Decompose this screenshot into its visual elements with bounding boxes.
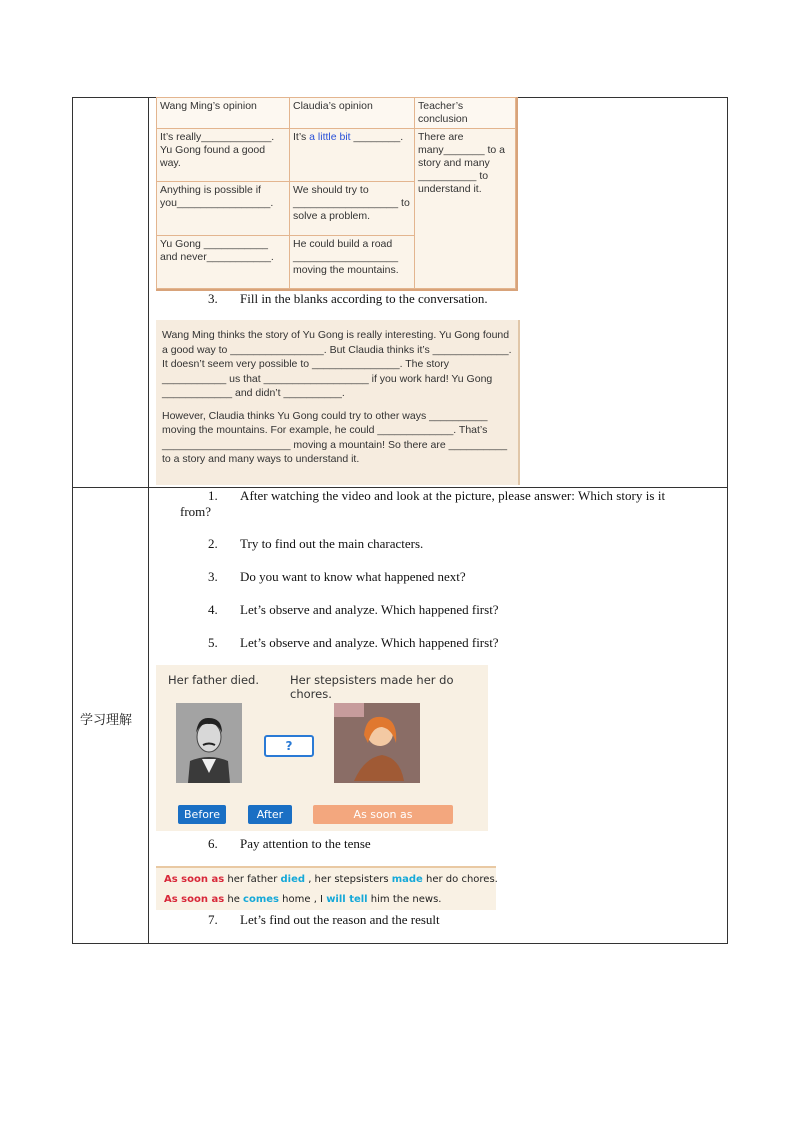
question-7-number: 7.	[208, 912, 218, 927]
header-claudia: Claudia’s opinion	[290, 98, 415, 129]
sentence-text: home , I	[278, 894, 327, 905]
cell-r3-c1: Yu Gong ___________ and never___________.	[157, 235, 290, 288]
verb-comes: comes	[243, 894, 279, 905]
verb-made: made	[391, 874, 423, 885]
header-teacher: Teacher’s conclusion	[415, 98, 516, 129]
question-6-number: 6.	[208, 836, 218, 851]
after-button[interactable]: After	[248, 805, 292, 824]
question-4-number: 4.	[208, 602, 218, 617]
caption-father-died: Her father died.	[168, 673, 259, 687]
question-mark-box: ?	[264, 735, 314, 757]
question-1-text: After watching the video and look at the picture, please answer: Which story is it	[240, 488, 666, 503]
sentence-text: her father	[224, 874, 281, 885]
father-illustration	[176, 703, 242, 783]
instruction-3-text: Fill in the blanks according to the conversation.	[240, 291, 488, 306]
passage-paragraph-1: Wang Ming thinks the story of Yu Gong is really interesting. Yu Gong found a good way to ________________. But Claudia thinks it’s _____________. It doesn’t seem very possible to _______________. The story ___________ us that __________________ if you work hard! Yu Gong ____________ and didn’t __________.	[162, 329, 512, 399]
cinderella-illustration	[334, 703, 420, 783]
tense-sentence-1	[164, 874, 498, 885]
verb-died: died	[280, 874, 306, 885]
question-2-number: 2.	[208, 536, 218, 551]
opinion-table-image	[156, 97, 518, 291]
as-soon-as-button[interactable]: As soon as	[313, 805, 453, 824]
story-picture	[156, 665, 488, 831]
question-6-text: Pay attention to the tense	[240, 836, 371, 851]
cell-r3-c2: He could build a road __________________ moving the mountains.	[290, 235, 415, 288]
highlight-text: a little bit	[309, 131, 351, 143]
cell-r2-c1: Anything is possible if you________________.	[157, 182, 290, 235]
question-4-text: Let’s observe and analyze. Which happened first?	[240, 602, 499, 617]
verb-will-tell: will tell	[326, 894, 368, 905]
question-1-number: 1.	[208, 488, 218, 503]
tense-examples-image	[156, 866, 496, 910]
table-bottom-border	[72, 943, 728, 944]
sentence-text: her do chores.	[422, 874, 498, 885]
cell-r1-c2-a: It’s	[293, 131, 310, 143]
sentence-text: he	[224, 894, 244, 905]
question-3-text: Do you want to know what happened next?	[240, 569, 466, 584]
caption-stepsisters: Her stepsisters made her do chores.	[290, 673, 454, 701]
table-left-border	[72, 97, 73, 944]
tense-sentence-2	[164, 894, 441, 905]
instruction-3-number: 3.	[208, 291, 218, 306]
girl-figure-icon	[334, 703, 420, 783]
father-figure-icon	[176, 703, 242, 783]
keyword-as-soon-as: As soon as	[164, 874, 225, 885]
question-5-number: 5.	[208, 635, 218, 650]
question-2-text: Try to find out the main characters.	[240, 536, 424, 551]
question-1-continued: from?	[180, 504, 212, 519]
sentence-text: , her stepsisters	[305, 874, 392, 885]
question-5-text: Let’s observe and analyze. Which happened first?	[240, 635, 499, 650]
cell-r1-c2-b: ________.	[350, 131, 404, 143]
passage-paragraph-2: However, Claudia thinks Yu Gong could try to other ways __________ moving the mountains. For example, he could _____________. That’s ______________________ moving a mountain! So there are __________ to a story and many ways to understand it.	[162, 409, 508, 465]
keyword-as-soon-as: As soon as	[164, 894, 225, 905]
cell-r1-c1: It’s really____________. Yu Gong found a good way.	[157, 129, 290, 182]
column-divider	[148, 97, 149, 944]
before-button[interactable]: Before	[178, 805, 226, 824]
cell-r1-c2	[290, 129, 415, 182]
sentence-text: him the news.	[367, 894, 442, 905]
question-7-text: Let’s find out the reason and the result	[240, 912, 440, 927]
header-wang-ming: Wang Ming’s opinion	[157, 98, 290, 129]
conversation-passage-image	[156, 320, 520, 485]
table-right-border	[727, 97, 728, 944]
cell-r2-c2: We should try to __________________ to solve a problem.	[290, 182, 415, 235]
question-3-number: 3.	[208, 569, 218, 584]
section-label: 学习理解	[80, 713, 133, 728]
cell-teacher-conclusion: There are many_______ to a story and many __________ to understand it.	[415, 129, 516, 289]
